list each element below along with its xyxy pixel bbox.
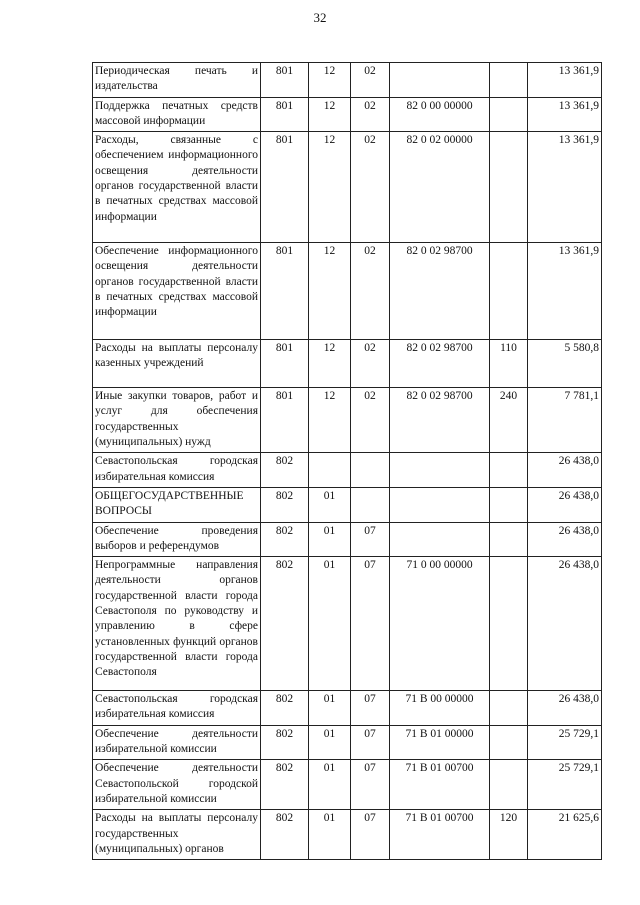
row-target-article: [390, 522, 490, 557]
row-target-article: 82 0 02 98700: [390, 243, 490, 340]
row-expense-type: [490, 487, 528, 522]
table-row: [93, 63, 602, 98]
row-department-code: 802: [261, 557, 309, 691]
row-amount: 5 580,8: [528, 340, 602, 388]
row-target-article: [390, 487, 490, 522]
row-amount: 13 361,9: [528, 132, 602, 243]
table-row: [93, 388, 602, 453]
row-amount: 26 438,0: [528, 522, 602, 557]
row-subsection-code: 02: [351, 132, 390, 243]
row-department-code: 801: [261, 388, 309, 453]
row-subsection-code: 02: [351, 340, 390, 388]
row-section-code: 01: [309, 810, 351, 860]
row-amount: 21 625,6: [528, 810, 602, 860]
row-subsection-code: 02: [351, 63, 390, 98]
row-expense-type: 110: [490, 340, 528, 388]
row-name: Обеспечение проведения выборов и референдумов: [93, 522, 261, 557]
row-section-code: 01: [309, 522, 351, 557]
row-name: Обеспечение деятельности избирательной комиссии: [93, 725, 261, 760]
row-expense-type: [490, 760, 528, 810]
row-name: Обеспечение деятельности Севастопольской городской избирательной комиссии: [93, 760, 261, 810]
row-department-code: 801: [261, 132, 309, 243]
row-amount: 13 361,9: [528, 97, 602, 132]
table-row: [93, 760, 602, 810]
row-department-code: 802: [261, 691, 309, 726]
row-expense-type: [490, 63, 528, 98]
row-name: Обеспечение информационного освещения деятельности органов государственной власти в печатных средствах массовой информации: [93, 243, 261, 340]
table-row: [93, 132, 602, 243]
row-target-article: [390, 453, 490, 488]
row-subsection-code: 07: [351, 810, 390, 860]
row-amount: 7 781,1: [528, 388, 602, 453]
row-expense-type: 240: [490, 388, 528, 453]
row-name: Расходы, связанные с обеспечением информационного освещения деятельности органов государственной власти в печатных средствах массовой информации: [93, 132, 261, 243]
row-name: Расходы на выплаты персоналу государственных (муниципальных) органов: [93, 810, 261, 860]
table-row: [93, 691, 602, 726]
row-expense-type: [490, 691, 528, 726]
row-expense-type: 120: [490, 810, 528, 860]
row-amount: 26 438,0: [528, 557, 602, 691]
row-subsection-code: 07: [351, 557, 390, 691]
row-expense-type: [490, 243, 528, 340]
row-section-code: [309, 453, 351, 488]
row-subsection-code: 07: [351, 522, 390, 557]
row-section-code: 01: [309, 691, 351, 726]
page-number: 32: [313, 10, 327, 25]
table-row: [93, 725, 602, 760]
row-target-article: 82 0 02 98700: [390, 340, 490, 388]
row-subsection-code: 02: [351, 97, 390, 132]
row-subsection-code: [351, 453, 390, 488]
table-row: [93, 810, 602, 860]
row-target-article: 71 В 00 00000: [390, 691, 490, 726]
row-name: Севастопольская городская избирательная комиссия: [93, 691, 261, 726]
row-target-article: [390, 63, 490, 98]
row-name: Непрограммные направления деятельности органов государственной власти города Севастополя по руководству и управлению в сфере установленных функций органов государственной власти города Севастополя: [93, 557, 261, 691]
row-amount: 13 361,9: [528, 243, 602, 340]
row-expense-type: [490, 725, 528, 760]
row-target-article: 82 0 02 00000: [390, 132, 490, 243]
row-amount: 25 729,1: [528, 760, 602, 810]
row-section-code: 01: [309, 760, 351, 810]
row-target-article: 82 0 00 00000: [390, 97, 490, 132]
row-expense-type: [490, 97, 528, 132]
row-subsection-code: [351, 487, 390, 522]
row-target-article: 71 В 01 00700: [390, 760, 490, 810]
row-name: Иные закупки товаров, работ и услуг для обеспечения государственных (муниципальных) нужд: [93, 388, 261, 453]
row-section-code: 12: [309, 388, 351, 453]
row-department-code: 801: [261, 340, 309, 388]
table-row: [93, 97, 602, 132]
row-section-code: 01: [309, 557, 351, 691]
row-section-code: 12: [309, 97, 351, 132]
row-expense-type: [490, 522, 528, 557]
row-name: Поддержка печатных средств массовой информации: [93, 97, 261, 132]
row-department-code: 801: [261, 63, 309, 98]
row-name: ОБЩЕГОСУДАРСТВЕННЫЕ ВОПРОСЫ: [93, 487, 261, 522]
row-expense-type: [490, 132, 528, 243]
row-section-code: 01: [309, 725, 351, 760]
table-row: [93, 522, 602, 557]
row-amount: 26 438,0: [528, 453, 602, 488]
row-expense-type: [490, 557, 528, 691]
row-amount: 13 361,9: [528, 63, 602, 98]
row-target-article: 82 0 02 98700: [390, 388, 490, 453]
row-department-code: 802: [261, 725, 309, 760]
row-name: Расходы на выплаты персоналу казенных учреждений: [93, 340, 261, 388]
row-subsection-code: 07: [351, 760, 390, 810]
table-row: [93, 243, 602, 340]
row-department-code: 802: [261, 487, 309, 522]
row-amount: 26 438,0: [528, 487, 602, 522]
row-subsection-code: 02: [351, 243, 390, 340]
row-department-code: 802: [261, 453, 309, 488]
row-section-code: 01: [309, 487, 351, 522]
row-section-code: 12: [309, 340, 351, 388]
row-name: Севастопольская городская избирательная комиссия: [93, 453, 261, 488]
row-section-code: 12: [309, 63, 351, 98]
row-section-code: 12: [309, 132, 351, 243]
table-row: [93, 340, 602, 388]
row-target-article: 71 В 01 00700: [390, 810, 490, 860]
row-subsection-code: 02: [351, 388, 390, 453]
row-subsection-code: 07: [351, 691, 390, 726]
row-amount: 26 438,0: [528, 691, 602, 726]
row-department-code: 801: [261, 243, 309, 340]
row-department-code: 802: [261, 810, 309, 860]
row-section-code: 12: [309, 243, 351, 340]
row-department-code: 802: [261, 522, 309, 557]
row-subsection-code: 07: [351, 725, 390, 760]
row-target-article: 71 В 01 00000: [390, 725, 490, 760]
table-row: [93, 487, 602, 522]
row-department-code: 802: [261, 760, 309, 810]
budget-table: [92, 62, 602, 860]
row-department-code: 801: [261, 97, 309, 132]
row-expense-type: [490, 453, 528, 488]
row-amount: 25 729,1: [528, 725, 602, 760]
table-row: [93, 453, 602, 488]
row-name: Периодическая печать и издательства: [93, 63, 261, 98]
row-target-article: 71 0 00 00000: [390, 557, 490, 691]
table-row: [93, 557, 602, 691]
